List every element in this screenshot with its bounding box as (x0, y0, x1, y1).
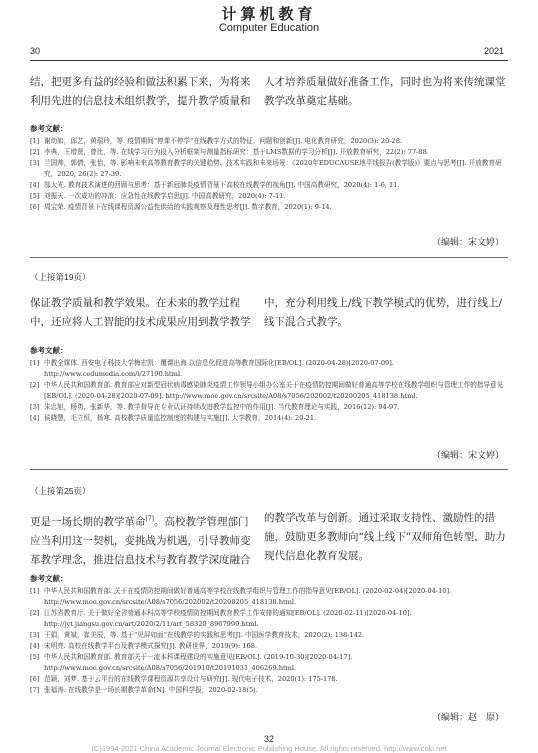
section3-editor: （编辑：赵 原） (431, 713, 504, 723)
reference-item: [1] 中华人民共和国教育部. 关于在疫情防控期间做好普通高等学校在线教学组织与管理工作的指导意见[EB/OL]. (2020-02-04)[2020-04-10]. http://www.moe.gov.cn/srcsite/A08/s7056/202002/t20200205_418138.html. (30, 587, 452, 606)
reference-item: [6] 范颖，刘梦. 基于云平台的在线教学课程资源共享设计与研究[J]. 现代电子技术，2020(1): 175-178. (30, 675, 338, 683)
section3-body-right: 的教学改革与创新。通过采取支持性、激励性的措施，鼓励更多教师向“线上线下”双师角色转型，助力现代信息化教育发展。 (264, 512, 506, 562)
section3-body-left-text: 更是一场长期的教学革命[7]。高校教学管理部门应当利用这一契机，变挑战为机遇，引导教师变革教学理念，推进信息技术与教育教学深度融合 (30, 515, 251, 566)
footer-copyright: (C)1994-2021 China Academic Journal Electronic Publishing House. All rights reserved. http://www.cnki.net (91, 744, 447, 753)
journal-title-en: Computer Education (218, 22, 320, 34)
section1-body-left: 结，把更多有益的经验和做法积累下来，为将来利用先进的信息技术组织教学，提升教学质量和 (30, 76, 251, 107)
reference-item: [5] 中华人民共和国教育部. 教育部关于一流本科课程建设的实施意见[EB/OL]. (2019-10-30)[2020-04-17]. http://www.moe.gov.cn/srcsite/A08/s7056/201910/t20191031_406269.html. (30, 653, 353, 672)
reference-item: [3] 朱忠旭，杨勇，张新华，等. 教学督导在专业认证持续改进教学监控中的作用[J]. 当代教育理论与实践，2016(12): 94-97. (30, 403, 400, 411)
reference-item: [5] 刘振天. 一次成功的冲浪：应急性在线教学启思[J]. 中国高教研究，2020(4): 7-11. (30, 192, 286, 200)
section1-editor: （编辑：宋文婷） (431, 238, 504, 248)
reference-item: [4] 宋明亮. 高校在线教学平台及教学模式探究[J]. 教研世界，2019(9): 168. (30, 642, 257, 650)
section2-editor: （编辑：宋文婷） (431, 451, 504, 461)
section3-references-title: 参考文献： (30, 574, 68, 583)
header-page-number: 30 (30, 46, 41, 56)
section2-reference-list (30, 358, 508, 424)
reference-item: [3] 王娟，黄斌，崔美辰，等. 基于“见屏如面”在线教学的实践和思考[J]. 中国医学教育技术，2020(2): 138-142. (30, 631, 365, 639)
section2-references-title: 参考文献： (30, 346, 68, 355)
section1-reference-list (30, 136, 508, 213)
reference-item: [2] 李典，王增贤，曾比，等. 在线学习行为投入分析框架与测量指标研究：基于LMS数据的学习分析[J]. 开放教育研究，22(2): 77-88. (30, 148, 429, 156)
journal-title-cn: 计算机教育 (221, 5, 317, 23)
reference-item: [3] 兰国帅，郭倩，张怡，等. 影响未来高等教育教学的关键趋势、技术实践和未来场景：《2020年EDUCAUSE地平线报告(教学版)》要点与思考[J]. 开放教育研究，2020, 26(2): 27-39. (30, 159, 502, 178)
section3-body-left (30, 509, 255, 570)
footer-page-number: 32 (263, 734, 274, 744)
reference-item: [2] 中华人民共和国教育部. 教育部应对新型冠状病毒感染肺炎疫情工作领导小组办公室关于在疫情防控期间做好普通高等学校在线教学组织与管理工作的指导意见[EB/OL]. (2020-04-28)[2020-07-09]. http://www.moe.gov.cn/srcsite/A08/s7056/202002/t20200205_418138.html. (30, 381, 504, 400)
reference-item: [6] 周宝荣. 疫情背景下在线课程资源公益性供给的实践观察及理性思考[J]. 数字教育，2020(1): 9-14. (30, 203, 332, 211)
reference-item: [1] 中教全媒体. 西安电子科技大学梅宏凯：覆课出海 以信息化促进高等教育国际化[EB/OL]. (2020-04-28)[2020-07-09]. http://www.cedumedia.com/i/27190.html. (30, 359, 394, 378)
reference-item: [4] 侯晓慧，毛立恒，杨寒. 高校教学质量监控制度的构建与实施[J]. 大学教育，2014(4): 20-21. (30, 414, 317, 422)
citation-marker: [7] (145, 515, 154, 522)
header-year: 2021 (483, 46, 504, 56)
section3-reference-list (30, 586, 508, 696)
header-rule (30, 60, 508, 61)
section2-body-left: 保证教学质量和教学效果。在未来的教学过程中，还应将人工智能的技术成果应用到教学教学 (30, 297, 251, 328)
section1-references-title: 参考文献： (30, 124, 68, 133)
reference-item: [4] 邬大光. 教育技术演进的回顾与思考：基于新冠肺炎疫情背景下高校在线教学的视角[J]. 中国高教研究，2020(4): 1-6, 11. (30, 181, 400, 189)
section1-body-right: 人才培养质量做好准备工作，同时也为将来传统课堂教学改革奠定基础。 (264, 76, 506, 107)
section-divider (30, 257, 508, 258)
section2-continued-label: （上接第19页） (30, 272, 91, 282)
reference-item: [1] 谢幼如，邱艺，黄瑞玲，等. 疫情期间“停课不停学”在线教学方式的特征、问题和创新[J]. 电化教育研究，2020(3): 20-28. (30, 137, 402, 145)
section2-body-right: 中，充分利用线上/线下教学模式的优势，进行线上/线下混合式教学。 (264, 297, 503, 328)
reference-item: [2] 江苏省教育厅. 关于做好全省普通本科高等学校疫情防控期间教育教学工作安排的通知[EB/OL]. (2020-02-11)[2020-04-10]. http://jyt.jiangsu.gov.cn/art/2020/2/11/art_58320_8967999.html. (30, 609, 412, 628)
reference-item: [7] 张福涛. 在线教学是一场长期教学革命[N]. 中国科学报，2020-02-18(5). (30, 686, 258, 694)
section3-continued-label: （上接第25页） (30, 486, 91, 496)
section-divider (30, 469, 508, 470)
